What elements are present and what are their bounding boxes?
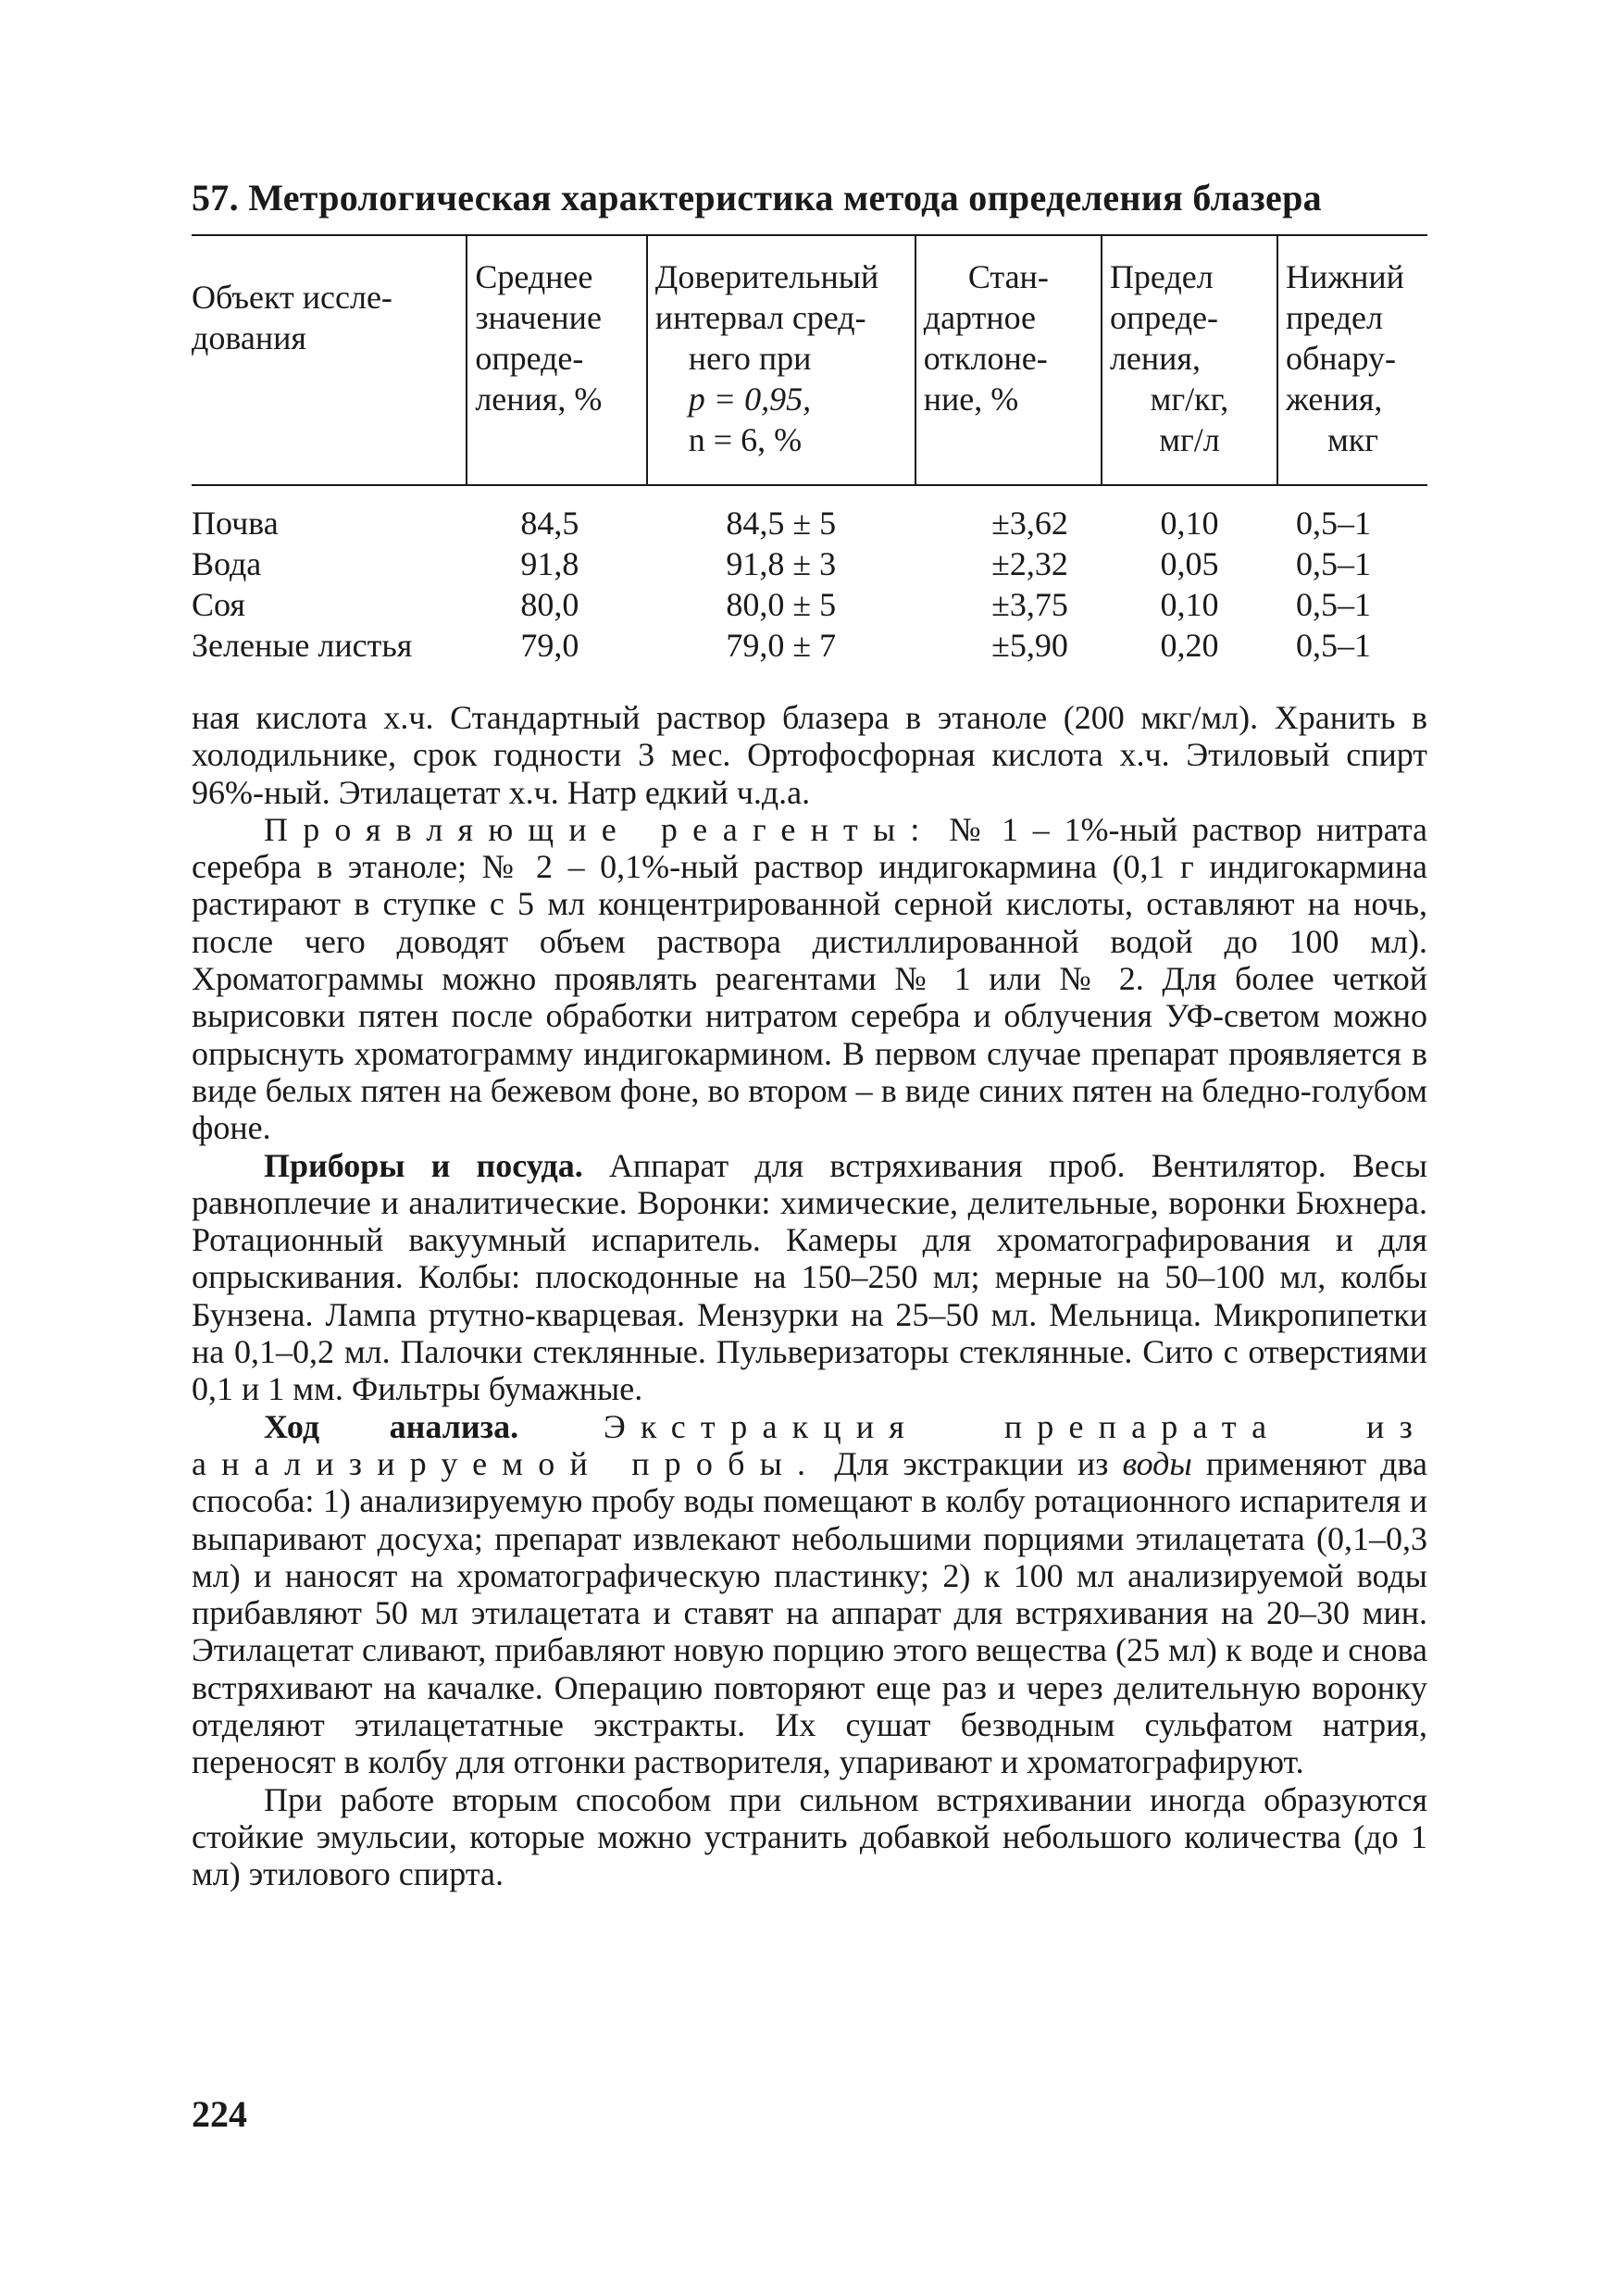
header-line: Доверительный — [654, 258, 879, 295]
cell-object: Почва — [192, 505, 279, 542]
paragraph-emulsion-note: При работе вторым способом при сильном встряхивании иногда образуются стойкие эмульсии, которые можно устранить добавкой небольшого количества (до 1 мл) этилового спирта. — [192, 1780, 1427, 1893]
header-line: Стан- — [967, 258, 1049, 295]
cell-confidence-interval: 80,0 ± 5 — [726, 586, 837, 623]
header-line: ние, % — [923, 381, 1019, 418]
header-line: мг/л — [1159, 421, 1220, 458]
emphasis-water: воды — [1122, 1444, 1192, 1482]
cell-determination-limit: 0,10 — [1160, 505, 1219, 542]
section-lead-equipment: Приборы и посуда. — [264, 1146, 583, 1184]
cell-confidence-interval: 84,5 ± 5 — [726, 505, 837, 542]
header-line: n = 6, % — [688, 421, 803, 458]
cell-object: Зеленые листья — [192, 627, 413, 664]
cell-object: Соя — [192, 586, 245, 623]
cell-confidence-interval: 91,8 ± 3 — [726, 545, 837, 582]
header-line: отклоне- — [923, 340, 1048, 377]
header-line: жения, — [1285, 381, 1383, 418]
cell-determination-limit: 0,20 — [1160, 627, 1219, 664]
cell-detection-limit: 0,5–1 — [1295, 505, 1371, 542]
header-line: обнару- — [1285, 340, 1397, 377]
cell-std-deviation: ±5,90 — [991, 627, 1068, 664]
section-lead-analysis: Ход анализа. — [264, 1407, 519, 1445]
header-line: него при — [688, 340, 812, 377]
body-text — [192, 699, 1427, 1893]
section-lead-developing-reagents: Проявляющие реагенты: — [264, 810, 935, 848]
header-line: ления, % — [475, 381, 603, 418]
header-line: опреде- — [475, 340, 584, 377]
header-line: мг/кг, — [1150, 381, 1229, 418]
header-line: Среднее — [475, 258, 593, 295]
header-line: ления, — [1109, 340, 1201, 377]
table-row — [192, 485, 1427, 543]
cell-mean: 80,0 — [520, 586, 579, 623]
header-line: интервал сред- — [654, 299, 866, 336]
table-row — [192, 543, 1427, 584]
paragraph-body: Для экстракции из — [820, 1444, 1123, 1482]
paragraph-body: Аппарат для встряхивания проб. Вентилятор. Весы равноплечие и аналитические. Воронки: химические, делительные, воронки Бюхнера. Ротационный вакуумный испаритель. Камеры для хроматографирования и для опрыскивания. Колбы: плоскодонные на 150–250 мл; мерные на 50–100 мл, колбы Бунзена. Лампа ртутно-кварцевая. Мензурки на 25–50 мл. Мельница. Микропипетки на 0,1–0,2 мл. Палочки стеклянные. Пульверизаторы стеклянные. Сито с отверстиями 0,1 и 1 мм. Фильтры бумажные. — [192, 1146, 1427, 1408]
header-line: предел — [1285, 299, 1383, 336]
table-row — [192, 625, 1427, 666]
header-line: дования — [192, 319, 306, 356]
cell-mean: 84,5 — [520, 505, 579, 542]
paragraph-body: № 1 – 1%-ный раствор нитрата серебра в этаноле; № 2 – 0,1%-ный раствор индигокармина (0,1 г индигокармина растирают в ступке с 5 мл концентрированной серной кислоты, оставляют на ночь, после чего доводят объем раствора дистиллированной водой до 100 мл). Хроматограммы можно проявлять реагентами № 1 или № 2. Для более четкой вырисовки пятен после обработки нитратом серебра и облучения УФ-светом можно опрыснуть хроматограмму индигокармином. В первом случае препарат проявляется в виде белых пятен на бежевом фоне, во втором – в виде синих пятен на бледно-голубом фоне. — [192, 810, 1427, 1147]
table-row — [192, 584, 1427, 625]
paragraph-developing-reagents — [192, 811, 1427, 1147]
header-line: p = 0,95, — [688, 381, 812, 418]
cell-mean: 91,8 — [520, 545, 579, 582]
metrology-table — [192, 234, 1427, 666]
cell-std-deviation: ±3,75 — [991, 586, 1068, 623]
header-std-deviation — [915, 235, 1102, 485]
paragraph-body: применяют два способа: 1) анализируемую пробу воды помещают в колбу ротационного испарителя и выпаривают досуха; препарат извлекают небольшими порциями этилацетата (0,1–0,3 мл) и наносят на хроматографическую пластинку; 2) к 100 мл анализируемой воды прибавляют 50 мл этилацетата и ставят на аппарат для встряхивания на 20–30 мин. Этилацетат сливают, прибавляют новую порцию этого вещества (25 мл) к воде и снова встряхивают на качалке. Операцию повторяют еще раз и через делительную воронку отделяют этилацетатные экстракты. Их сушат безводным сульфатом натрия, переносят в колбу для отгонки растворителя, упаривают и хроматографируют. — [192, 1444, 1427, 1781]
cell-determination-limit: 0,05 — [1160, 545, 1219, 582]
paragraph-analysis-procedure — [192, 1408, 1427, 1781]
cell-detection-limit: 0,5–1 — [1295, 627, 1371, 664]
header-object — [192, 235, 467, 485]
header-line: Предел — [1109, 258, 1214, 295]
header-line: мкг — [1326, 421, 1378, 458]
cell-object: Вода — [192, 545, 262, 582]
cell-detection-limit: 0,5–1 — [1295, 586, 1371, 623]
header-confidence-interval — [647, 235, 915, 485]
header-line: дартное — [923, 299, 1036, 336]
subsection-lead-extraction: Экстракция препарата из анализируемой пробы. — [192, 1407, 1427, 1482]
header-determination-limit — [1102, 235, 1277, 485]
header-line: Нижний — [1285, 258, 1404, 295]
cell-determination-limit: 0,10 — [1160, 586, 1219, 623]
table-header-row — [192, 235, 1427, 485]
header-detection-limit — [1277, 235, 1427, 485]
header-line: Объект иссле- — [192, 279, 392, 316]
page-number: 224 — [192, 2093, 247, 2135]
header-line: опреде- — [1109, 299, 1218, 336]
header-line: значение — [475, 299, 602, 336]
paragraph-reagents-continued: ная кислота х.ч. Стандартный раствор блазера в этаноле (200 мкг/мл). Хранить в холодильнике, срок годности 3 мес. Ортофосфорная кислота х.ч. Этиловый спирт 96%-ный. Этилацетат х.ч. Натр едкий ч.д.а. — [192, 699, 1427, 811]
cell-confidence-interval: 79,0 ± 7 — [726, 627, 837, 664]
cell-mean: 79,0 — [520, 627, 579, 664]
cell-detection-limit: 0,5–1 — [1295, 545, 1371, 582]
book-page — [192, 0, 1427, 2296]
header-mean — [467, 235, 646, 485]
cell-std-deviation: ±3,62 — [991, 505, 1068, 542]
paragraph-equipment — [192, 1147, 1427, 1408]
cell-std-deviation: ±2,32 — [991, 545, 1068, 582]
table-title: 57. Метрологическая характеристика метода определения блазера — [192, 177, 1322, 218]
